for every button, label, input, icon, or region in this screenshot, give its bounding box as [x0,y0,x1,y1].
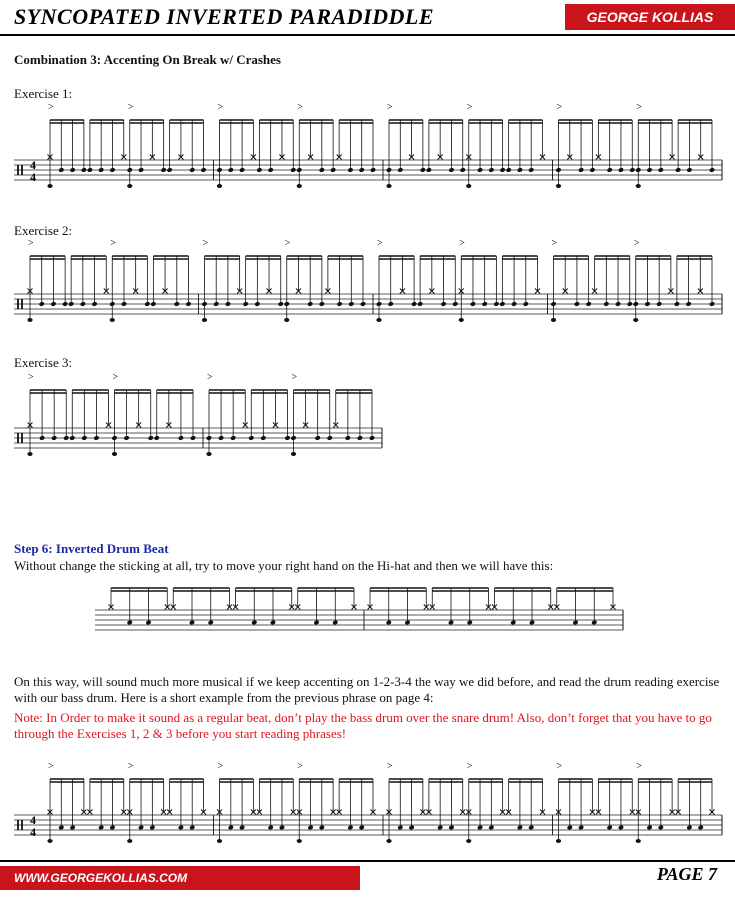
exercise-2-staff [14,236,724,336]
exercise-3-staff [14,370,384,470]
page-number: PAGE 7 [656,864,717,884]
time-signature-bottom: 4 [30,825,36,839]
accent-mark: > [127,761,134,772]
author-banner: GEORGE KOLLIAS [565,4,735,30]
staff-group [14,102,722,188]
exercise-1-staff [14,98,724,208]
staff-group [95,588,623,630]
accent-mark: > [28,372,34,383]
accent-mark: > [551,238,558,249]
accent-mark: > [466,761,473,772]
accent-mark: > [28,238,34,249]
accent-mark: > [636,102,642,113]
accent-mark: > [377,238,383,249]
step6-heading: Step 6: Inverted Drum Beat [14,541,169,556]
step6-intro: Without change the sticking at all, try to move your right hand on the Hi-hat and then we will have this: [14,558,554,573]
accent-mark: > [636,761,642,772]
accent-mark: > [466,102,473,113]
website-link[interactable]: WWW.GEORGEKOLLIAS.COM [0,866,360,890]
accent-mark: > [217,102,224,113]
time-signature-bottom: 4 [30,170,36,184]
accent-mark: > [387,761,393,772]
exercise-3-label: Exercise 3: [14,355,73,370]
accent-mark: > [202,238,209,249]
inverted-beat-staff [95,580,625,640]
accent-mark: > [207,372,213,383]
accent-mark: > [127,102,134,113]
accent-mark: > [48,102,54,113]
accent-mark: > [459,238,465,249]
phrase-example-staff [14,760,724,860]
accent-mark: > [556,761,563,772]
accent-mark: > [284,238,291,249]
time-signature-top: 4 [30,813,36,827]
accent-mark: > [633,238,640,249]
combination-title: Combination 3: Accenting On Break w/ Crashes [14,52,281,67]
step6-note: Note: In Order to make it sound as a regular beat, don’t play the bass drum over the snare drum! Also, don’t forget that you have to go through the Exercises 1, 2 & 3 before you start reading phrases! [14,710,712,741]
page-footer [0,860,735,920]
header-rule [0,34,735,36]
accent-mark: > [297,761,303,772]
accent-mark: > [48,761,54,772]
accent-mark: > [387,102,393,113]
accent-mark: > [110,238,116,249]
time-signature-top: 4 [30,158,36,172]
accent-mark: > [291,372,298,383]
staff-group [14,761,722,843]
step6-paragraph: On this way, will sound much more musical if we keep accenting on 1-2-3-4 the way we did before, and read the drum reading exercise with our bass drum. Here is a short example from the previous phrase on page 4: [14,674,720,705]
page-header [0,0,735,34]
exercise-1-label: Exercise 1: [14,86,73,101]
accent-mark: > [217,761,224,772]
staff-group [14,238,722,322]
exercise-2-label: Exercise 2: [14,223,73,238]
accent-mark: > [297,102,303,113]
accent-mark: > [556,102,563,113]
accent-mark: > [112,372,119,383]
staff-group [14,372,382,456]
page-title: SYNCOPATED INVERTED PARADIDDLE [14,4,435,29]
